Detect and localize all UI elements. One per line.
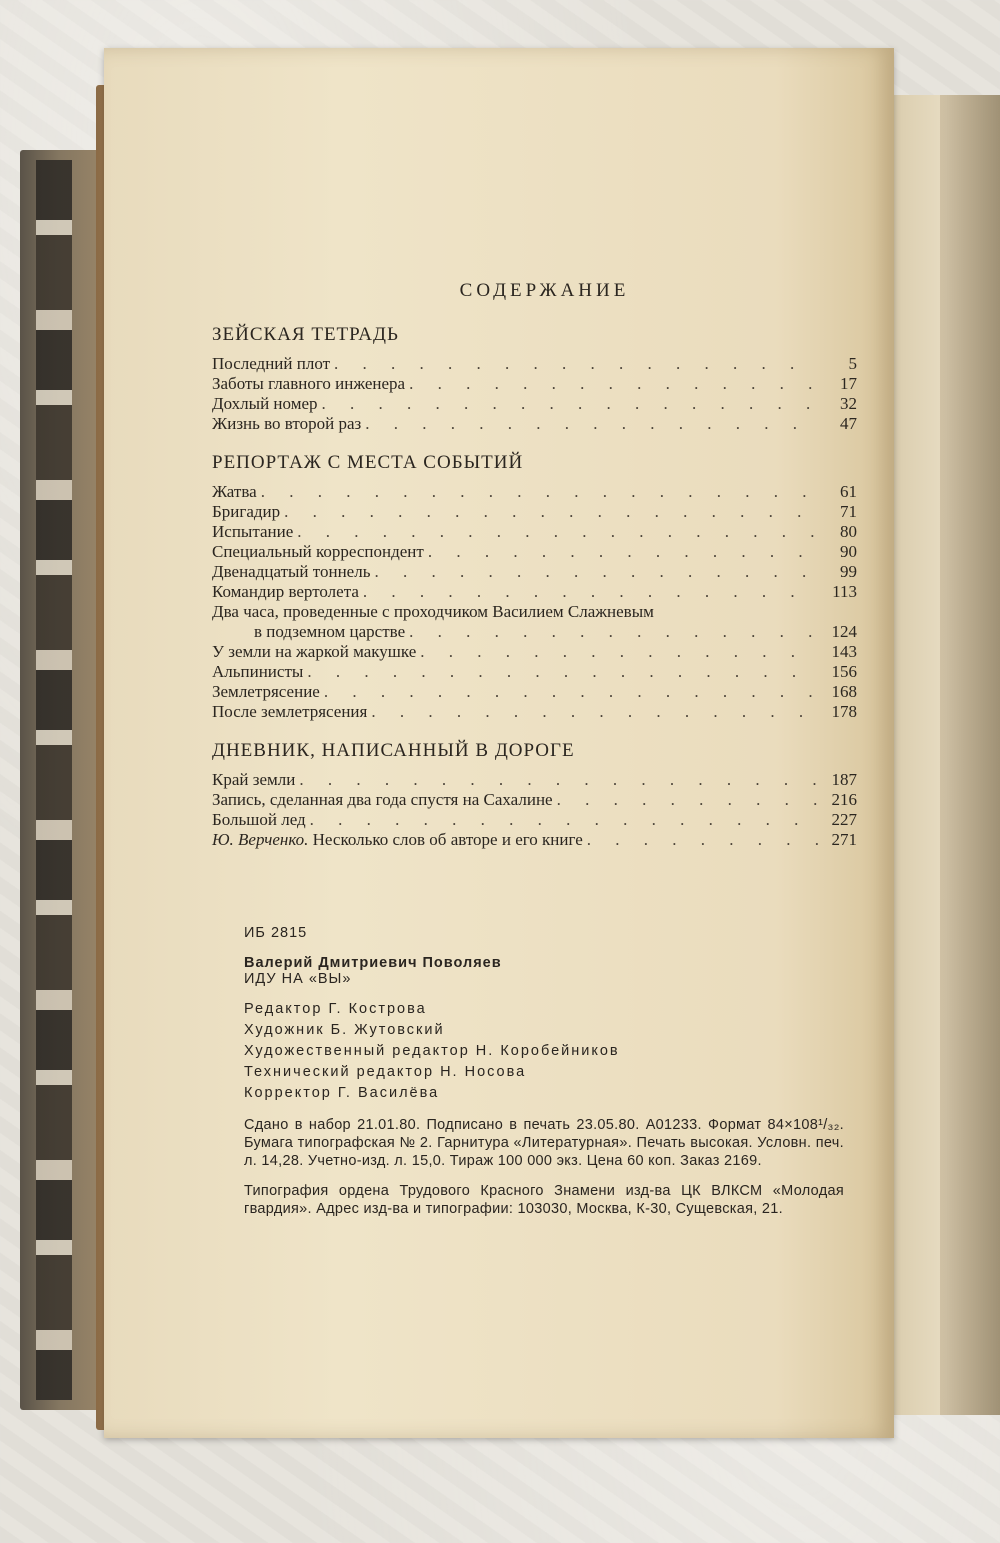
toc-entry: [212, 542, 857, 562]
entry-page: 124: [831, 622, 857, 641]
leader-dots: [371, 702, 819, 722]
leader-dots: [322, 394, 819, 414]
entry-title: Край земли: [212, 770, 296, 789]
entry-page: 113: [832, 582, 857, 601]
entry-title: Последний плот: [212, 354, 331, 373]
toc-section-diary: [212, 740, 857, 850]
toc-entry: [212, 582, 857, 602]
leader-dots: [307, 662, 819, 682]
entry-title: Жизнь во второй раз: [212, 414, 362, 433]
entry-title: Испытание: [212, 522, 294, 541]
toc-entry: [212, 662, 857, 682]
toc-entry: [212, 770, 857, 790]
entry-title: У земли на жаркой макушке: [212, 642, 417, 661]
leader-dots: [310, 810, 819, 830]
toc-entry: [212, 374, 857, 394]
toc-entry: [212, 810, 857, 830]
toc-entry: [212, 414, 857, 434]
printer-info: Типография ордена Трудового Красного Знамени изд-ва ЦК ВЛКСМ «Молодая гвардия». Адрес изд-ва и типографии: 103030, Москва, К-30, Сущевская, 21.: [244, 1183, 844, 1217]
credit-line: Художник Б. Жутовский: [244, 1022, 445, 1038]
entry-page: 178: [831, 702, 857, 721]
toc-entry: [212, 482, 857, 502]
section-title: ЗЕЙСКАЯ ТЕТРАДЬ: [212, 324, 399, 345]
entry-page: 99: [840, 562, 857, 581]
leader-dots: [557, 790, 819, 810]
leader-dots: [297, 522, 819, 542]
section-title: ДНЕВНИК, НАПИСАННЫЙ В ДОРОГЕ: [212, 740, 575, 761]
leader-dots: [420, 642, 819, 662]
leader-dots: [587, 830, 819, 850]
ib-number: ИБ 2815: [244, 925, 308, 941]
entry-page: 168: [831, 682, 857, 701]
entry-title: Альпинисты: [212, 662, 304, 681]
toc-entry: [212, 394, 857, 414]
entry-page: 187: [831, 770, 857, 789]
leader-dots: [284, 502, 819, 522]
leader-dots: [374, 562, 819, 582]
toc-entry: [212, 702, 857, 722]
toc-section-reportage: [212, 452, 857, 722]
leader-dots: [409, 374, 819, 394]
credit-line: Художественный редактор Н. Коробейников: [244, 1043, 620, 1059]
toc-entry: [212, 642, 857, 662]
entry-page: 5: [848, 354, 857, 373]
entry-title: Дохлый номер: [212, 394, 318, 413]
entry-page: 17: [840, 374, 857, 393]
credit-line: Редактор Г. Кострова: [244, 1001, 427, 1017]
entry-title: в подземном царстве: [254, 622, 406, 641]
section-title: РЕПОРТАЖ С МЕСТА СОБЫТИЙ: [212, 452, 524, 473]
toc-entry: [212, 622, 857, 642]
entry-page: 61: [840, 482, 857, 501]
toc-entry: [212, 790, 857, 810]
book-title: ИДУ НА «ВЫ»: [244, 971, 352, 987]
toc-entry: [212, 562, 857, 582]
leader-dots: [409, 622, 819, 642]
toc-entry: [212, 830, 857, 850]
entry-page: 80: [840, 522, 857, 541]
leader-dots: [365, 414, 819, 434]
toc-entry: [212, 502, 857, 522]
entry-page: 90: [840, 542, 857, 561]
entry-title: [212, 830, 583, 850]
entry-page: 156: [831, 662, 857, 681]
entry-page: 47: [840, 414, 857, 433]
leader-dots: [334, 354, 819, 374]
publishing-details: Сдано в набор 21.01.80. Подписано в печать 23.05.80. А01233. Формат 84×108¹/₃₂. Бумага типографская № 2. Гарнитура «Литературная». Печать высокая. Условн. печ. л. 14,28. Учетно-изд. л. 15,0. Тираж 100 000 экз. Цена 60 коп. Заказ 2169.: [244, 1117, 844, 1169]
leader-dots: [299, 770, 819, 790]
toc-section-zeya: [212, 324, 857, 434]
entry-page: 143: [831, 642, 857, 661]
entry-title: Запись, сделанная два года спустя на Сахалине: [212, 790, 553, 809]
entry-title: Землетрясение: [212, 682, 320, 701]
toc-heading: СОДЕРЖАНИЕ: [459, 280, 630, 301]
toc-entry: [212, 522, 857, 542]
leader-dots: [428, 542, 819, 562]
entry-title: Два часа, проведенные с проходчиком Василием Слажневым: [212, 602, 654, 621]
cover-right-shadow: [940, 95, 1000, 1415]
entry-page: 271: [831, 830, 857, 849]
leader-dots: [363, 582, 819, 602]
toc-entry: [212, 354, 857, 374]
toc-entry: [212, 602, 857, 622]
entry-title: Заботы главного инженера: [212, 374, 406, 393]
entry-page: 227: [831, 810, 857, 829]
toc-entry: [212, 682, 857, 702]
entry-title: После землетрясения: [212, 702, 368, 721]
entry-page: 216: [831, 790, 857, 809]
credit-line: Корректор Г. Василёва: [244, 1085, 440, 1101]
author-name: Валерий Дмитриевич Поволяев: [244, 955, 502, 971]
table-of-contents: [212, 280, 857, 868]
entry-title: Большой лед: [212, 810, 306, 829]
book-spine: [36, 160, 72, 1400]
entry-title: Бригадир: [212, 502, 281, 521]
leader-dots: [261, 482, 819, 502]
entry-title: Жатва: [212, 482, 257, 501]
entry-title: Двенадцатый тоннель: [212, 562, 371, 581]
entry-page: 71: [840, 502, 857, 521]
entry-title-text: Несколько слов об авторе и его книге: [312, 830, 583, 849]
entry-title: Командир вертолета: [212, 582, 359, 601]
entry-author: Ю. Верченко.: [212, 830, 309, 849]
imprint-block: [244, 925, 844, 1230]
credit-line: Технический редактор Н. Носова: [244, 1064, 527, 1080]
credits-list: [244, 999, 844, 1104]
leader-dots: [324, 682, 819, 702]
entry-title: Специальный корреспондент: [212, 542, 424, 561]
entry-page: 32: [840, 394, 857, 413]
